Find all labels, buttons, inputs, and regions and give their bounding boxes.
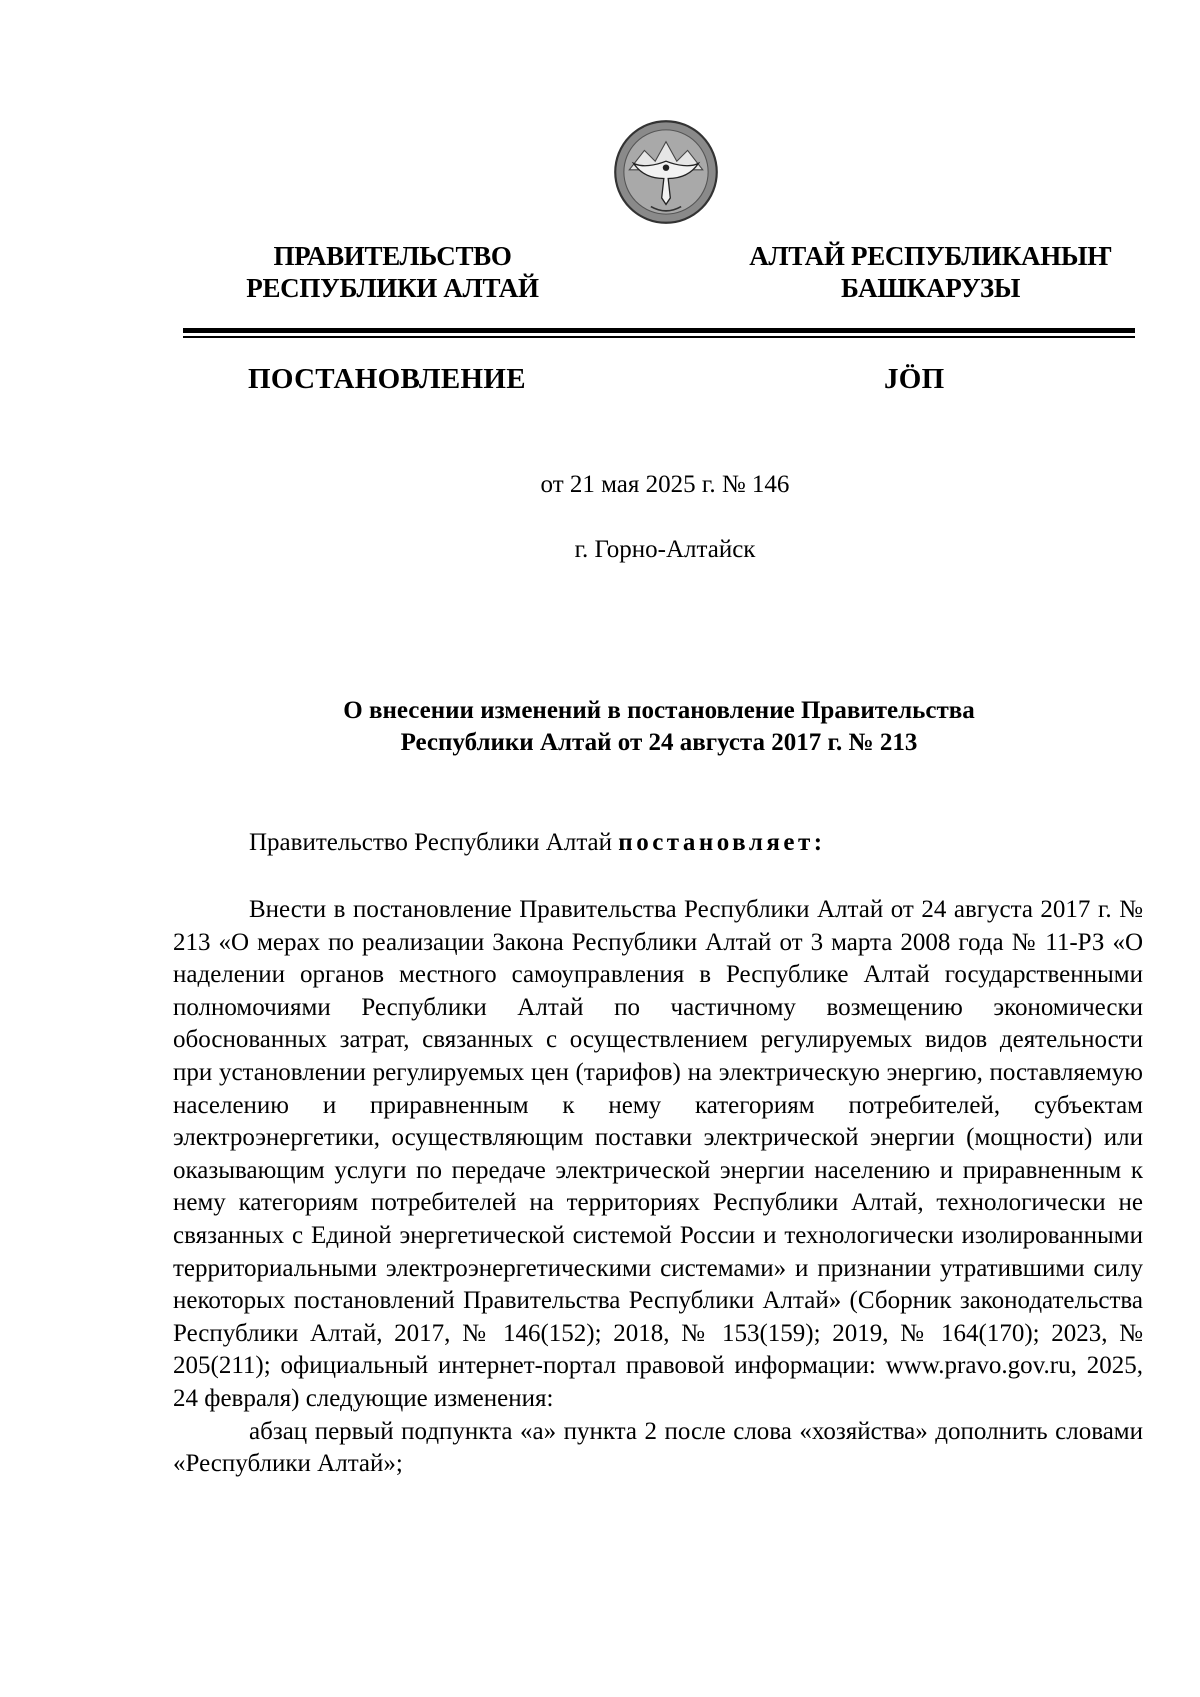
government-name-russian-line2: РЕСПУБЛИКИ АЛТАЙ bbox=[246, 273, 539, 303]
header-divider-thin bbox=[183, 336, 1135, 338]
preamble-text: Правительство Республики Алтай bbox=[249, 829, 619, 856]
doc-type-altai: ЈӦП bbox=[884, 363, 945, 395]
document-title-line1: О внесении изменений в постановление Правительства bbox=[343, 697, 975, 724]
government-name-altai bbox=[728, 240, 1133, 304]
header-divider-thick bbox=[183, 328, 1135, 333]
preamble bbox=[249, 828, 826, 858]
document-title-line2: Республики Алтай от 24 августа 2017 г. № 213 bbox=[400, 729, 918, 756]
document-body bbox=[173, 894, 1143, 1481]
altai-republic-emblem-icon bbox=[612, 118, 720, 226]
document-date-number: от 21 мая 2025 г. № 146 bbox=[540, 471, 790, 498]
body-paragraph-2: абзац первый подпункта «а» пункта 2 после слова «хозяйства» дополнить словами «Республики Алтай»; bbox=[173, 1417, 1143, 1478]
body-paragraph-1: Внести в постановление Правительства Республики Алтай от 24 августа 2017 г. № 213 «О мерах по реализации Закона Республики Алтай от 3 марта 2008 года № 11-РЗ «О наделении органов местного самоуправления в Республике Алтай государственными полномочиями Республики Алтай по частичному возмещению экономически обоснованных затрат, связанных с осуществлением регулируемых видов деятельности при установлении регулируемых цен (тарифов) на электрическую энергию, поставляемую населению и приравненным к нему категориям потребителей, субъектам электроэнергетики, осуществляющим поставки электрической энергии (мощности) или оказывающим услуги по передаче электрической энергии населению и приравненным к нему категориям потребителей на территориях Республики Алтай, технологически не связанных с Единой энергетической системой России и технологически изолированными территориальными электроэнергетическими системами» и признании утратившими силу некоторых постановлений Правительства Республики Алтай» (Сборник законодательства Республики Алтай, 2017, № 146(152); 2018, № 153(159); 2019, № 164(170); 2023, № 205(211); официальный интернет-портал правовой информации: www.pravo.gov.ru, 2025, 24 февраля) следующие изменения: bbox=[173, 896, 1143, 1412]
government-name-russian-line1: ПРАВИТЕЛЬСТВО bbox=[273, 241, 512, 271]
doc-type-russian: ПОСТАНОВЛЕНИЕ bbox=[248, 363, 526, 395]
government-name-altai-line2: БАШКАРУЗЫ bbox=[840, 273, 1021, 303]
document-title bbox=[183, 695, 1135, 759]
preamble-emphasis: постановляет: bbox=[618, 829, 826, 856]
document-city: г. Горно-Алтайск bbox=[574, 536, 756, 563]
government-name-altai-line1: АЛТАЙ РЕСПУБЛИКАНЫҤ bbox=[749, 241, 1112, 271]
government-name-russian bbox=[190, 240, 595, 304]
